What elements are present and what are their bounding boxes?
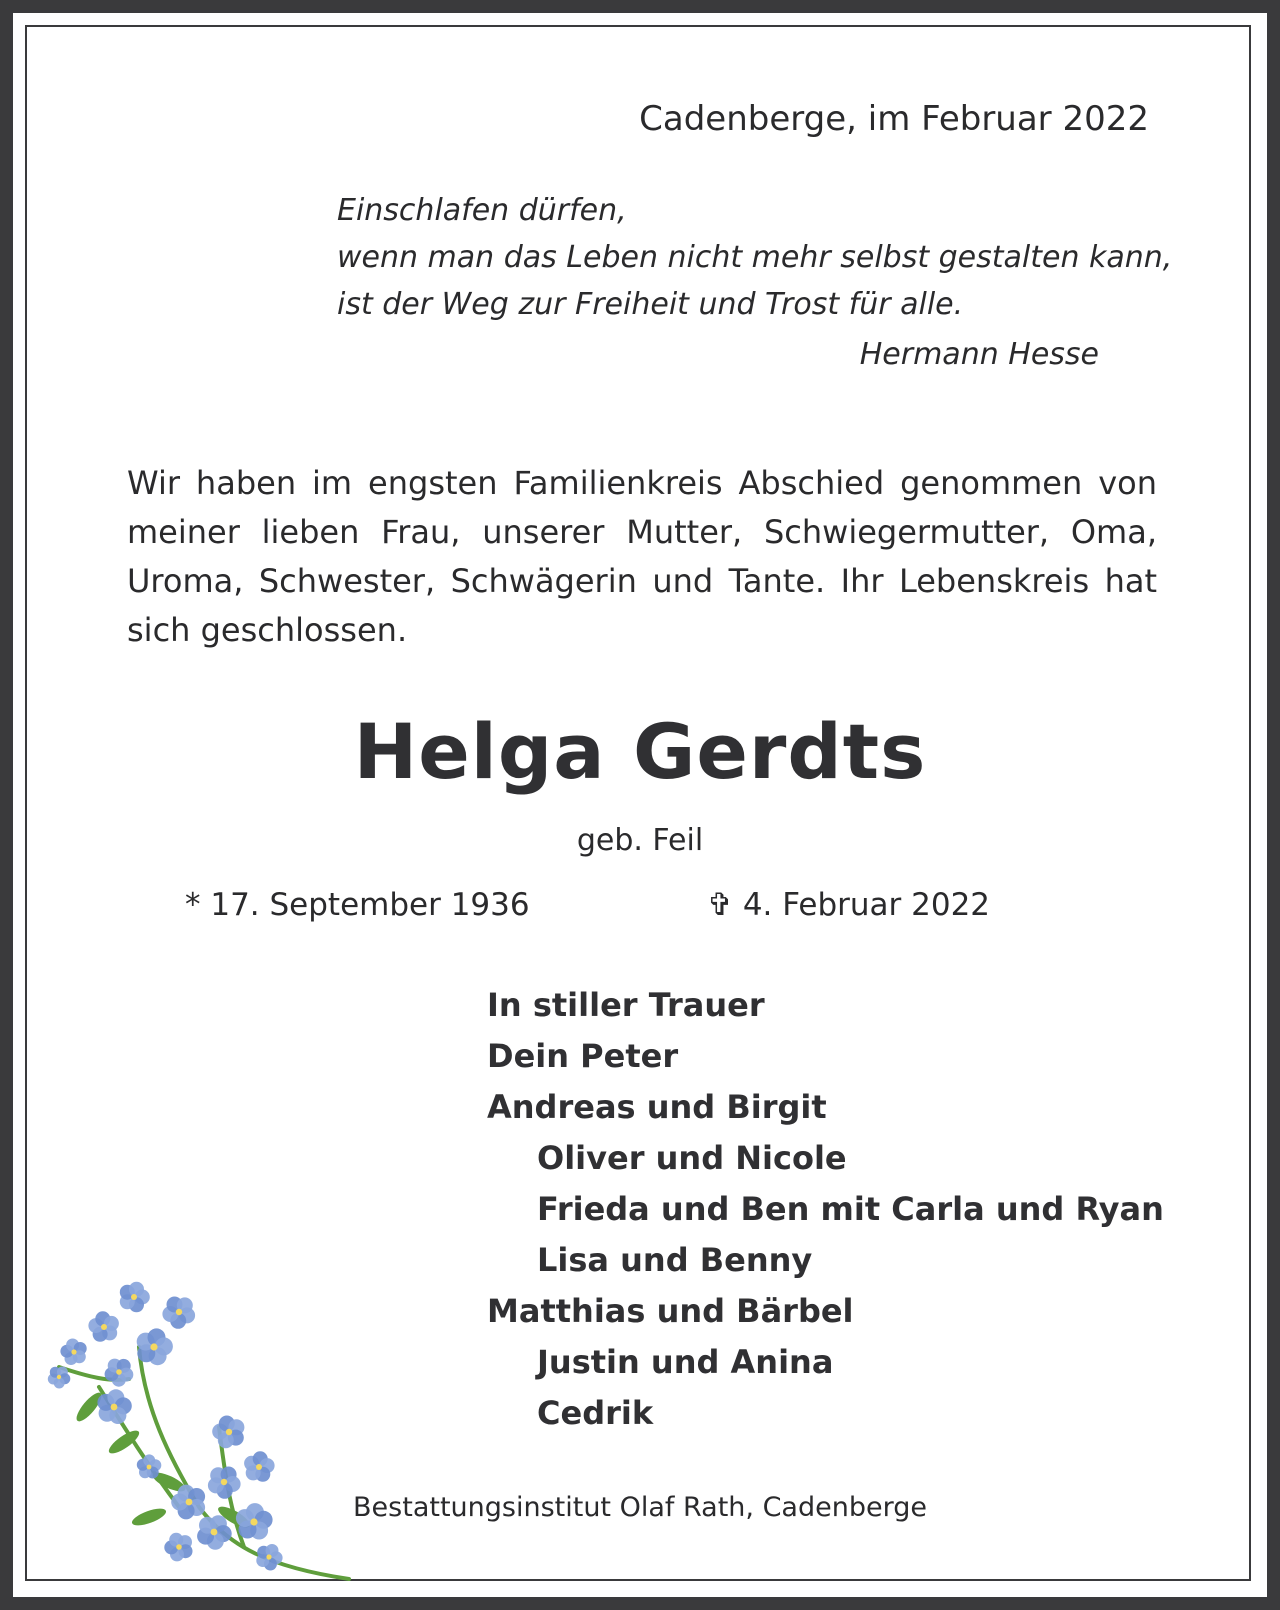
- mourner-line: Justin und Anina: [537, 1343, 834, 1381]
- blossom-icon: [162, 1297, 195, 1329]
- mourner-line: Matthias und Bärbel: [487, 1292, 854, 1330]
- mourner-line: Oliver und Nicole: [537, 1139, 847, 1177]
- blossom-icon: [256, 1544, 282, 1571]
- blossom-icon: [244, 1451, 275, 1482]
- blossom-icon: [236, 1503, 273, 1539]
- birth-date: * 17. September 1936: [185, 887, 530, 923]
- blossom-icon: [208, 1467, 241, 1499]
- mourner-line: In stiller Trauer: [487, 986, 765, 1024]
- blossom-icon: [137, 1328, 173, 1365]
- mourner-line: Frieda und Ben mit Carla und Ryan: [537, 1190, 1164, 1228]
- blossom-icon: [164, 1533, 192, 1562]
- deceased-name: Helga Gerdts: [353, 707, 927, 796]
- death-date: ✞ 4. Februar 2022: [707, 887, 991, 923]
- page-border: [25, 25, 1251, 1581]
- quote-line: ist der Weg zur Freiheit und Trost für alle.: [337, 287, 964, 322]
- quote-author: Hermann Hesse: [859, 337, 1099, 372]
- quote-line: Einschlafen dürfen,: [337, 193, 627, 228]
- blossom-icon: [137, 1454, 162, 1478]
- blossom-icon: [60, 1339, 86, 1366]
- place-date: Cadenberge, im Februar 2022: [639, 99, 1149, 139]
- mourner-line: Cedrik: [537, 1394, 654, 1432]
- quote: [337, 187, 1172, 328]
- blossom-icon: [88, 1311, 119, 1342]
- birth-name: geb. Feil: [576, 823, 704, 858]
- mourner-line: Andreas und Birgit: [487, 1088, 827, 1126]
- mourner-line: Lisa und Benny: [537, 1241, 813, 1279]
- intro-text: Wir haben im engsten Familienkreis Abschied genommen von meiner lieben Frau, unserer Mutter, Schwiegermutter, Oma, Uroma, Schwester, Schwägerin und Tante. Ihr Lebenskreis hat sich geschlossen.: [127, 464, 1157, 649]
- undertaker: Bestattungsinstitut Olaf Rath, Cadenberge: [353, 1492, 927, 1523]
- obituary-page: [13, 13, 1267, 1597]
- mourners-list: [487, 980, 1164, 1439]
- mourner-line: Dein Peter: [487, 1037, 679, 1075]
- quote-line: wenn man das Leben nicht mehr selbst gestalten kann,: [337, 240, 1173, 275]
- blossom-icon: [105, 1359, 134, 1387]
- blossom-icon: [197, 1515, 232, 1550]
- forget-me-not-flowers-icon: [29, 1267, 369, 1581]
- blossom-icon: [120, 1282, 150, 1313]
- blossom-icon: [212, 1416, 244, 1449]
- blossom-icon: [48, 1367, 71, 1389]
